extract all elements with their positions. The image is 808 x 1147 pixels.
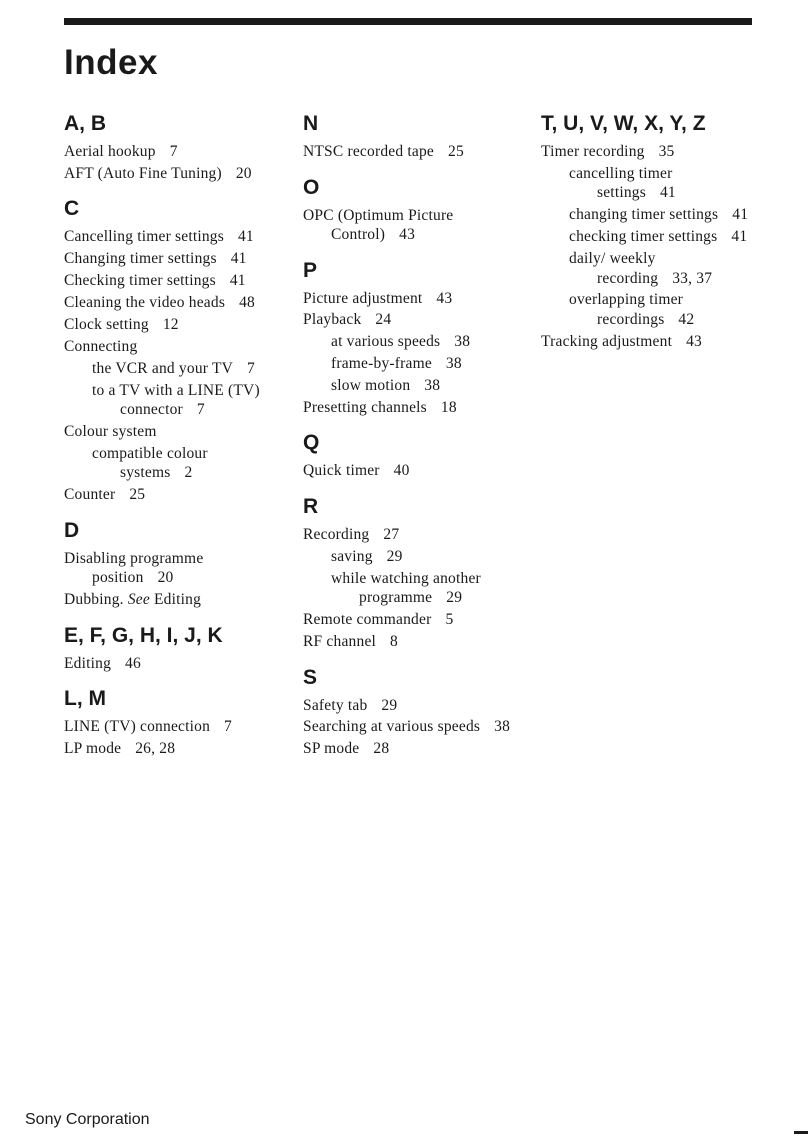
page-number: 42 — [678, 310, 695, 328]
index-entry — [64, 739, 282, 759]
page-number: 12 — [162, 315, 179, 333]
entry-text: while watching another programme — [331, 569, 481, 607]
entry-text: slow motion — [331, 377, 411, 395]
section-letters: P — [303, 258, 318, 282]
index-subentry — [303, 332, 525, 352]
page-number: 7 — [224, 718, 232, 736]
index-entry — [303, 525, 525, 545]
entry-text: overlapping timer recordings — [569, 291, 684, 328]
entry-text: changing timer settings — [569, 206, 719, 224]
index-entry — [64, 293, 282, 313]
page-number: 38 — [445, 355, 462, 373]
index-subentry — [64, 381, 282, 420]
index-entry — [64, 315, 282, 335]
index-entry — [303, 717, 525, 737]
section-letters: R — [303, 494, 319, 518]
index-entry — [541, 332, 751, 352]
page-number: 24 — [375, 311, 392, 329]
entry-text: Editing — [64, 654, 112, 672]
page-number: 38 — [454, 333, 471, 351]
index-section — [303, 110, 525, 162]
entry-text: Recording — [303, 525, 370, 543]
section-letters: A, B — [64, 112, 106, 135]
entry-text: Checking timer settings — [64, 272, 216, 290]
page-number: 43 — [686, 332, 702, 350]
page-number: 41 — [732, 206, 749, 224]
see-label: See — [127, 591, 150, 609]
entry-text: saving — [331, 547, 373, 565]
page-number: 28 — [373, 740, 390, 758]
page-number: 7 — [196, 401, 205, 419]
entry-text: Aerial hookup — [64, 143, 156, 160]
index-entry — [64, 271, 282, 291]
entry-text: Playback — [303, 311, 362, 329]
entry-text: RF channel — [303, 633, 377, 651]
index-entry — [64, 227, 282, 247]
section-letters: O — [303, 175, 320, 199]
index-section — [303, 257, 525, 418]
index-column — [303, 110, 525, 771]
entry-text: NTSC recorded tape — [303, 143, 434, 160]
page-number: 20 — [235, 164, 252, 182]
page-number: 41 — [237, 228, 254, 246]
page-number: 43 — [436, 289, 453, 307]
page-number: 18 — [440, 398, 457, 416]
entry-text: AFT (Auto Fine Tuning) — [64, 164, 222, 182]
index-subentry — [541, 290, 751, 329]
page-number: 25 — [448, 143, 464, 160]
index-entry — [64, 485, 282, 505]
index-entry — [64, 654, 282, 674]
page-number: 20 — [157, 569, 174, 587]
entry-text: Timer recording — [541, 143, 645, 160]
index-entry — [303, 632, 525, 652]
index-section — [303, 174, 525, 245]
index-section — [64, 685, 282, 758]
entry-text: SP mode — [303, 740, 360, 758]
index-entry — [64, 164, 282, 184]
entry-text: daily/ weekly recording — [569, 250, 659, 287]
index-section — [64, 517, 282, 610]
page-number: 2 — [184, 464, 193, 482]
index-entry — [64, 142, 282, 162]
index-subentry — [541, 205, 751, 225]
page-number: 29 — [386, 547, 403, 565]
index-entry — [64, 337, 282, 357]
index-entry — [303, 696, 525, 716]
entry-text: OPC (Optimum Picture Control) — [303, 206, 454, 243]
entry-text: Changing timer settings — [64, 250, 217, 268]
index-subentry — [541, 227, 751, 247]
corner-mark — [794, 1131, 808, 1134]
index-section — [303, 493, 525, 652]
page-number: 29 — [381, 696, 398, 714]
entry-text: Cleaning the video heads — [64, 294, 226, 312]
index-section — [303, 429, 525, 481]
index-entry — [541, 142, 751, 162]
page-number: 33, 37 — [672, 269, 713, 287]
index-entry — [303, 289, 525, 309]
index-entry — [64, 422, 282, 442]
entry-text: Searching at various speeds — [303, 718, 481, 736]
entry-text: Connecting — [64, 337, 138, 355]
index-section — [64, 110, 282, 183]
page-number: 40 — [393, 462, 410, 480]
index-entry — [64, 549, 282, 588]
index-subentry — [64, 444, 282, 483]
section-letters: N — [303, 112, 319, 135]
entry-text: the VCR and your TV — [92, 359, 233, 377]
entry-text: Quick timer — [303, 462, 380, 480]
entry-text: Tracking adjustment — [541, 332, 673, 350]
section-letters: C — [64, 197, 80, 221]
footer-brand: Sony Corporation — [25, 1111, 150, 1128]
index-section — [64, 622, 282, 674]
entry-text: Dubbing. — [64, 591, 124, 609]
section-letters: Q — [303, 431, 320, 455]
page-title: Index — [64, 43, 158, 82]
page-number: 7 — [247, 359, 255, 377]
index-column — [64, 110, 282, 771]
page-number: 29 — [446, 589, 463, 607]
page-number: 35 — [658, 143, 675, 160]
page-number: 41 — [230, 250, 247, 268]
entry-text: to a TV with a LINE (TV) connector — [92, 381, 260, 419]
index-entry — [303, 739, 525, 759]
entry-text: Counter — [64, 486, 116, 504]
entry-text: frame-by-frame — [331, 355, 432, 373]
page-number: 41 — [731, 228, 748, 246]
page-number: 38 — [494, 718, 511, 736]
entry-text: Presetting channels — [303, 398, 427, 416]
index-section — [541, 110, 751, 351]
entry-text: checking timer settings — [569, 228, 718, 246]
page-number: 7 — [169, 143, 178, 160]
page-number: 8 — [390, 633, 398, 651]
index-section — [303, 664, 525, 759]
index-entry — [64, 717, 282, 737]
page-number: 41 — [229, 272, 246, 290]
page-number: 26, 28 — [135, 740, 176, 758]
index-subentry — [303, 547, 525, 567]
index-subentry — [303, 354, 525, 374]
index-entry — [303, 610, 525, 630]
see-target: Editing — [154, 591, 202, 609]
index-subentry — [541, 164, 751, 203]
page-number: 5 — [445, 611, 454, 629]
index-entry — [303, 206, 525, 245]
entry-text: cancelling timer settings — [569, 164, 673, 202]
page-number: 46 — [125, 654, 141, 672]
section-letters: L, M — [64, 687, 106, 711]
entry-text: Picture adjustment — [303, 289, 423, 307]
index-subentry — [303, 376, 525, 396]
entry-text: Clock setting — [64, 315, 149, 333]
section-letters: D — [64, 518, 80, 542]
page-number: 25 — [129, 486, 146, 504]
index-subentry — [541, 249, 751, 288]
index-subentry — [303, 569, 525, 608]
page-number: 48 — [239, 294, 255, 312]
index-entry — [303, 310, 525, 330]
index-section — [64, 195, 282, 504]
section-letters: T, U, V, W, X, Y, Z — [541, 112, 706, 135]
top-rule — [64, 18, 752, 25]
page-number: 43 — [399, 226, 416, 243]
entry-text: Safety tab — [303, 696, 368, 714]
entry-text: compatible colour systems — [92, 444, 208, 482]
entry-text: LINE (TV) connection — [64, 718, 211, 736]
index-column — [541, 110, 751, 363]
entry-text: Remote commander — [303, 611, 432, 629]
index-entry — [64, 590, 282, 610]
page-number: 38 — [424, 377, 441, 395]
index-subentry — [64, 359, 282, 379]
entry-text: Disabling programme position — [64, 549, 204, 587]
section-letters: E, F, G, H, I, J, K — [64, 623, 223, 647]
page-number: 41 — [659, 184, 676, 202]
entry-text: Colour system — [64, 423, 157, 441]
entry-text: LP mode — [64, 740, 122, 758]
entry-text: Cancelling timer settings — [64, 228, 224, 246]
index-entry — [303, 398, 525, 418]
index-entry — [64, 249, 282, 269]
page-number: 27 — [383, 525, 400, 543]
index-entry — [303, 461, 525, 481]
index-entry — [303, 142, 525, 162]
section-letters: S — [303, 665, 318, 689]
entry-text: at various speeds — [331, 333, 441, 351]
